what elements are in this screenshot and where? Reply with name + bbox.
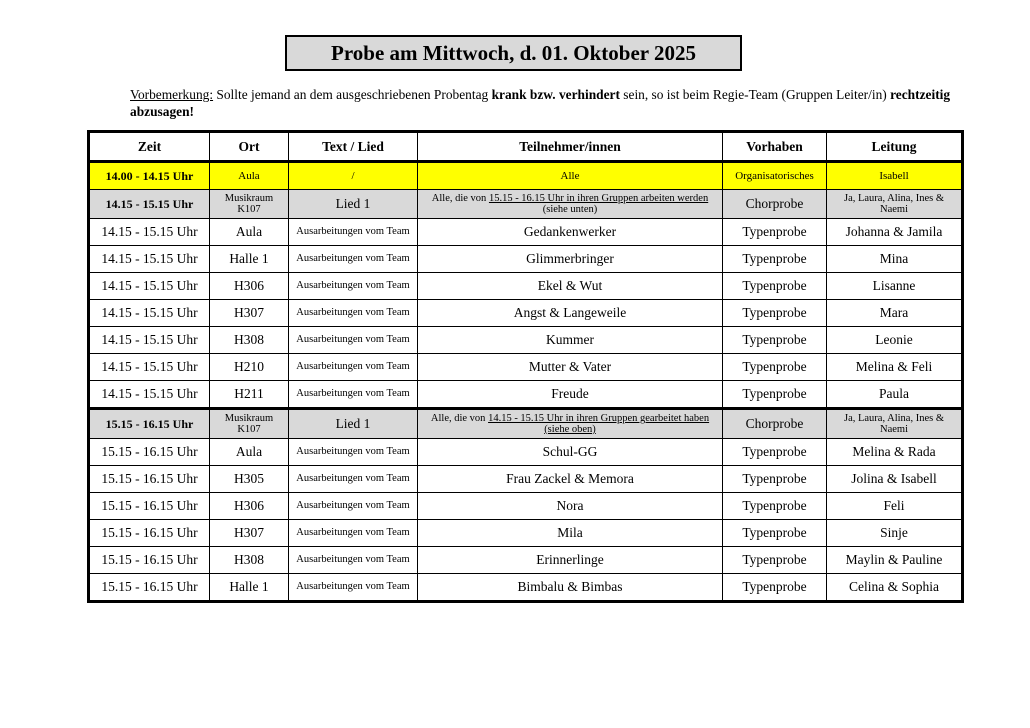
table-row <box>89 327 963 354</box>
cell-teilnehmer: Mila <box>418 520 723 547</box>
cell-zeit: 15.15 - 16.15 Uhr <box>89 409 210 439</box>
cell-ort: Musikraum K107 <box>210 409 289 439</box>
cell-teilnehmer: Gedankenwerker <box>418 219 723 246</box>
cell-zeit: 15.15 - 16.15 Uhr <box>89 466 210 493</box>
cell-ort: H306 <box>210 493 289 520</box>
note-bold-1: krank bzw. verhindert <box>491 87 620 102</box>
cell-zeit: 15.15 - 16.15 Uhr <box>89 574 210 602</box>
cell-leitung: Leonie <box>827 327 963 354</box>
cell-zeit: 15.15 - 16.15 Uhr <box>89 547 210 574</box>
cell-ort: Aula <box>210 162 289 190</box>
cell-text: Ausarbeitungen vom Team <box>289 520 418 547</box>
teilnehmer-time-link: 14.15 - 15.15 Uhr in ihren Gruppen gearbeitet haben (siehe oben) <box>488 413 710 435</box>
cell-vorhaben: Organisatorisches <box>723 162 827 190</box>
cell-zeit: 14.15 - 15.15 Uhr <box>89 219 210 246</box>
cell-teilnehmer: Freude <box>418 381 723 409</box>
schedule-body <box>89 162 963 602</box>
preliminary-note <box>130 86 970 120</box>
cell-ort: H307 <box>210 520 289 547</box>
header-zeit: Zeit <box>89 132 210 162</box>
choir-row <box>89 190 963 219</box>
cell-ort: Halle 1 <box>210 574 289 602</box>
header-vorhaben: Vorhaben <box>723 132 827 162</box>
cell-teilnehmer <box>418 409 723 439</box>
cell-ort: Musikraum K107 <box>210 190 289 219</box>
cell-ort: Aula <box>210 439 289 466</box>
cell-leitung: Melina & Feli <box>827 354 963 381</box>
cell-text: Ausarbeitungen vom Team <box>289 493 418 520</box>
cell-ort: Halle 1 <box>210 246 289 273</box>
cell-zeit: 14.15 - 15.15 Uhr <box>89 300 210 327</box>
cell-teilnehmer: Schul-GG <box>418 439 723 466</box>
table-row <box>89 246 963 273</box>
cell-zeit: 14.15 - 15.15 Uhr <box>89 246 210 273</box>
cell-zeit: 14.15 - 15.15 Uhr <box>89 190 210 219</box>
header-text-lied: Text / Lied <box>289 132 418 162</box>
cell-vorhaben: Typenprobe <box>723 219 827 246</box>
table-header-row <box>89 132 963 162</box>
cell-leitung: Isabell <box>827 162 963 190</box>
cell-leitung: Mina <box>827 246 963 273</box>
cell-zeit: 15.15 - 16.15 Uhr <box>89 439 210 466</box>
cell-ort: H308 <box>210 327 289 354</box>
table-row <box>89 547 963 574</box>
cell-ort: H308 <box>210 547 289 574</box>
cell-zeit: 15.15 - 16.15 Uhr <box>89 520 210 547</box>
cell-ort: H306 <box>210 273 289 300</box>
cell-ort: H210 <box>210 354 289 381</box>
note-text-2: sein, so ist beim Regie-Team (Gruppen Leiter/in) <box>619 87 891 102</box>
table-row <box>89 381 963 409</box>
cell-leitung: Feli <box>827 493 963 520</box>
table-row <box>89 219 963 246</box>
cell-vorhaben: Typenprobe <box>723 246 827 273</box>
cell-teilnehmer: Glimmerbringer <box>418 246 723 273</box>
cell-teilnehmer: Mutter & Vater <box>418 354 723 381</box>
cell-teilnehmer: Kummer <box>418 327 723 354</box>
schedule-table <box>87 130 964 603</box>
cell-vorhaben: Typenprobe <box>723 354 827 381</box>
note-bold-2: rechtzeitig abzusagen! <box>130 87 951 119</box>
cell-text: Ausarbeitungen vom Team <box>289 381 418 409</box>
cell-text: Ausarbeitungen vom Team <box>289 300 418 327</box>
cell-text: Ausarbeitungen vom Team <box>289 466 418 493</box>
choir-row <box>89 409 963 439</box>
cell-teilnehmer: Nora <box>418 493 723 520</box>
table-row <box>89 354 963 381</box>
cell-teilnehmer: Frau Zackel & Memora <box>418 466 723 493</box>
cell-text: Lied 1 <box>289 190 418 219</box>
cell-leitung: Paula <box>827 381 963 409</box>
cell-leitung: Ja, Laura, Alina, Ines & Naemi <box>827 190 963 219</box>
cell-vorhaben: Typenprobe <box>723 547 827 574</box>
cell-vorhaben: Typenprobe <box>723 466 827 493</box>
cell-teilnehmer <box>418 190 723 219</box>
table-row <box>89 466 963 493</box>
table-row <box>89 300 963 327</box>
cell-vorhaben: Typenprobe <box>723 520 827 547</box>
cell-text: Ausarbeitungen vom Team <box>289 327 418 354</box>
cell-vorhaben: Typenprobe <box>723 574 827 602</box>
cell-zeit: 14.00 - 14.15 Uhr <box>89 162 210 190</box>
cell-zeit: 14.15 - 15.15 Uhr <box>89 327 210 354</box>
cell-leitung: Ja, Laura, Alina, Ines & Naemi <box>827 409 963 439</box>
cell-zeit: 14.15 - 15.15 Uhr <box>89 381 210 409</box>
cell-text: Ausarbeitungen vom Team <box>289 219 418 246</box>
cell-vorhaben: Typenprobe <box>723 300 827 327</box>
header-leitung: Leitung <box>827 132 963 162</box>
cell-teilnehmer: Bimbalu & Bimbas <box>418 574 723 602</box>
note-label: Vorbemerkung: <box>130 87 214 102</box>
cell-ort: H211 <box>210 381 289 409</box>
cell-text: Ausarbeitungen vom Team <box>289 273 418 300</box>
cell-text: Ausarbeitungen vom Team <box>289 354 418 381</box>
cell-teilnehmer: Erinnerlinge <box>418 547 723 574</box>
cell-vorhaben: Chorprobe <box>723 190 827 219</box>
header-ort: Ort <box>210 132 289 162</box>
opening-row <box>89 162 963 190</box>
table-row <box>89 273 963 300</box>
cell-teilnehmer: Alle <box>418 162 723 190</box>
cell-text: Ausarbeitungen vom Team <box>289 246 418 273</box>
cell-vorhaben: Typenprobe <box>723 439 827 466</box>
cell-vorhaben: Chorprobe <box>723 409 827 439</box>
cell-leitung: Lisanne <box>827 273 963 300</box>
teilnehmer-pre: Alle, die von <box>431 193 489 204</box>
cell-leitung: Maylin & Pauline <box>827 547 963 574</box>
cell-text: Lied 1 <box>289 409 418 439</box>
cell-vorhaben: Typenprobe <box>723 493 827 520</box>
cell-leitung: Melina & Rada <box>827 439 963 466</box>
cell-teilnehmer: Ekel & Wut <box>418 273 723 300</box>
cell-leitung: Celina & Sophia <box>827 574 963 602</box>
table-row <box>89 493 963 520</box>
cell-vorhaben: Typenprobe <box>723 273 827 300</box>
note-text-1: Sollte jemand an dem ausgeschriebenen Probentag <box>213 87 492 102</box>
cell-leitung: Sinje <box>827 520 963 547</box>
cell-ort: H305 <box>210 466 289 493</box>
cell-vorhaben: Typenprobe <box>723 327 827 354</box>
cell-leitung: Mara <box>827 300 963 327</box>
table-row <box>89 520 963 547</box>
cell-ort: Aula <box>210 219 289 246</box>
table-row <box>89 574 963 602</box>
cell-leitung: Jolina & Isabell <box>827 466 963 493</box>
teilnehmer-post: (siehe unten) <box>542 204 598 215</box>
teilnehmer-pre: Alle, die von <box>430 413 489 424</box>
cell-text: Ausarbeitungen vom Team <box>289 439 418 466</box>
cell-text: Ausarbeitungen vom Team <box>289 574 418 602</box>
cell-text: Ausarbeitungen vom Team <box>289 547 418 574</box>
cell-zeit: 14.15 - 15.15 Uhr <box>89 273 210 300</box>
table-row <box>89 439 963 466</box>
cell-ort: H307 <box>210 300 289 327</box>
page-title: Probe am Mittwoch, d. 01. Oktober 2025 <box>285 35 742 71</box>
cell-zeit: 15.15 - 16.15 Uhr <box>89 493 210 520</box>
cell-zeit: 14.15 - 15.15 Uhr <box>89 354 210 381</box>
teilnehmer-time-link: 15.15 - 16.15 Uhr in ihren Gruppen arbeiten werden <box>488 193 709 204</box>
cell-text: / <box>289 162 418 190</box>
cell-leitung: Johanna & Jamila <box>827 219 963 246</box>
header-teilnehmer: Teilnehmer/innen <box>418 132 723 162</box>
cell-vorhaben: Typenprobe <box>723 381 827 409</box>
cell-teilnehmer: Angst & Langeweile <box>418 300 723 327</box>
